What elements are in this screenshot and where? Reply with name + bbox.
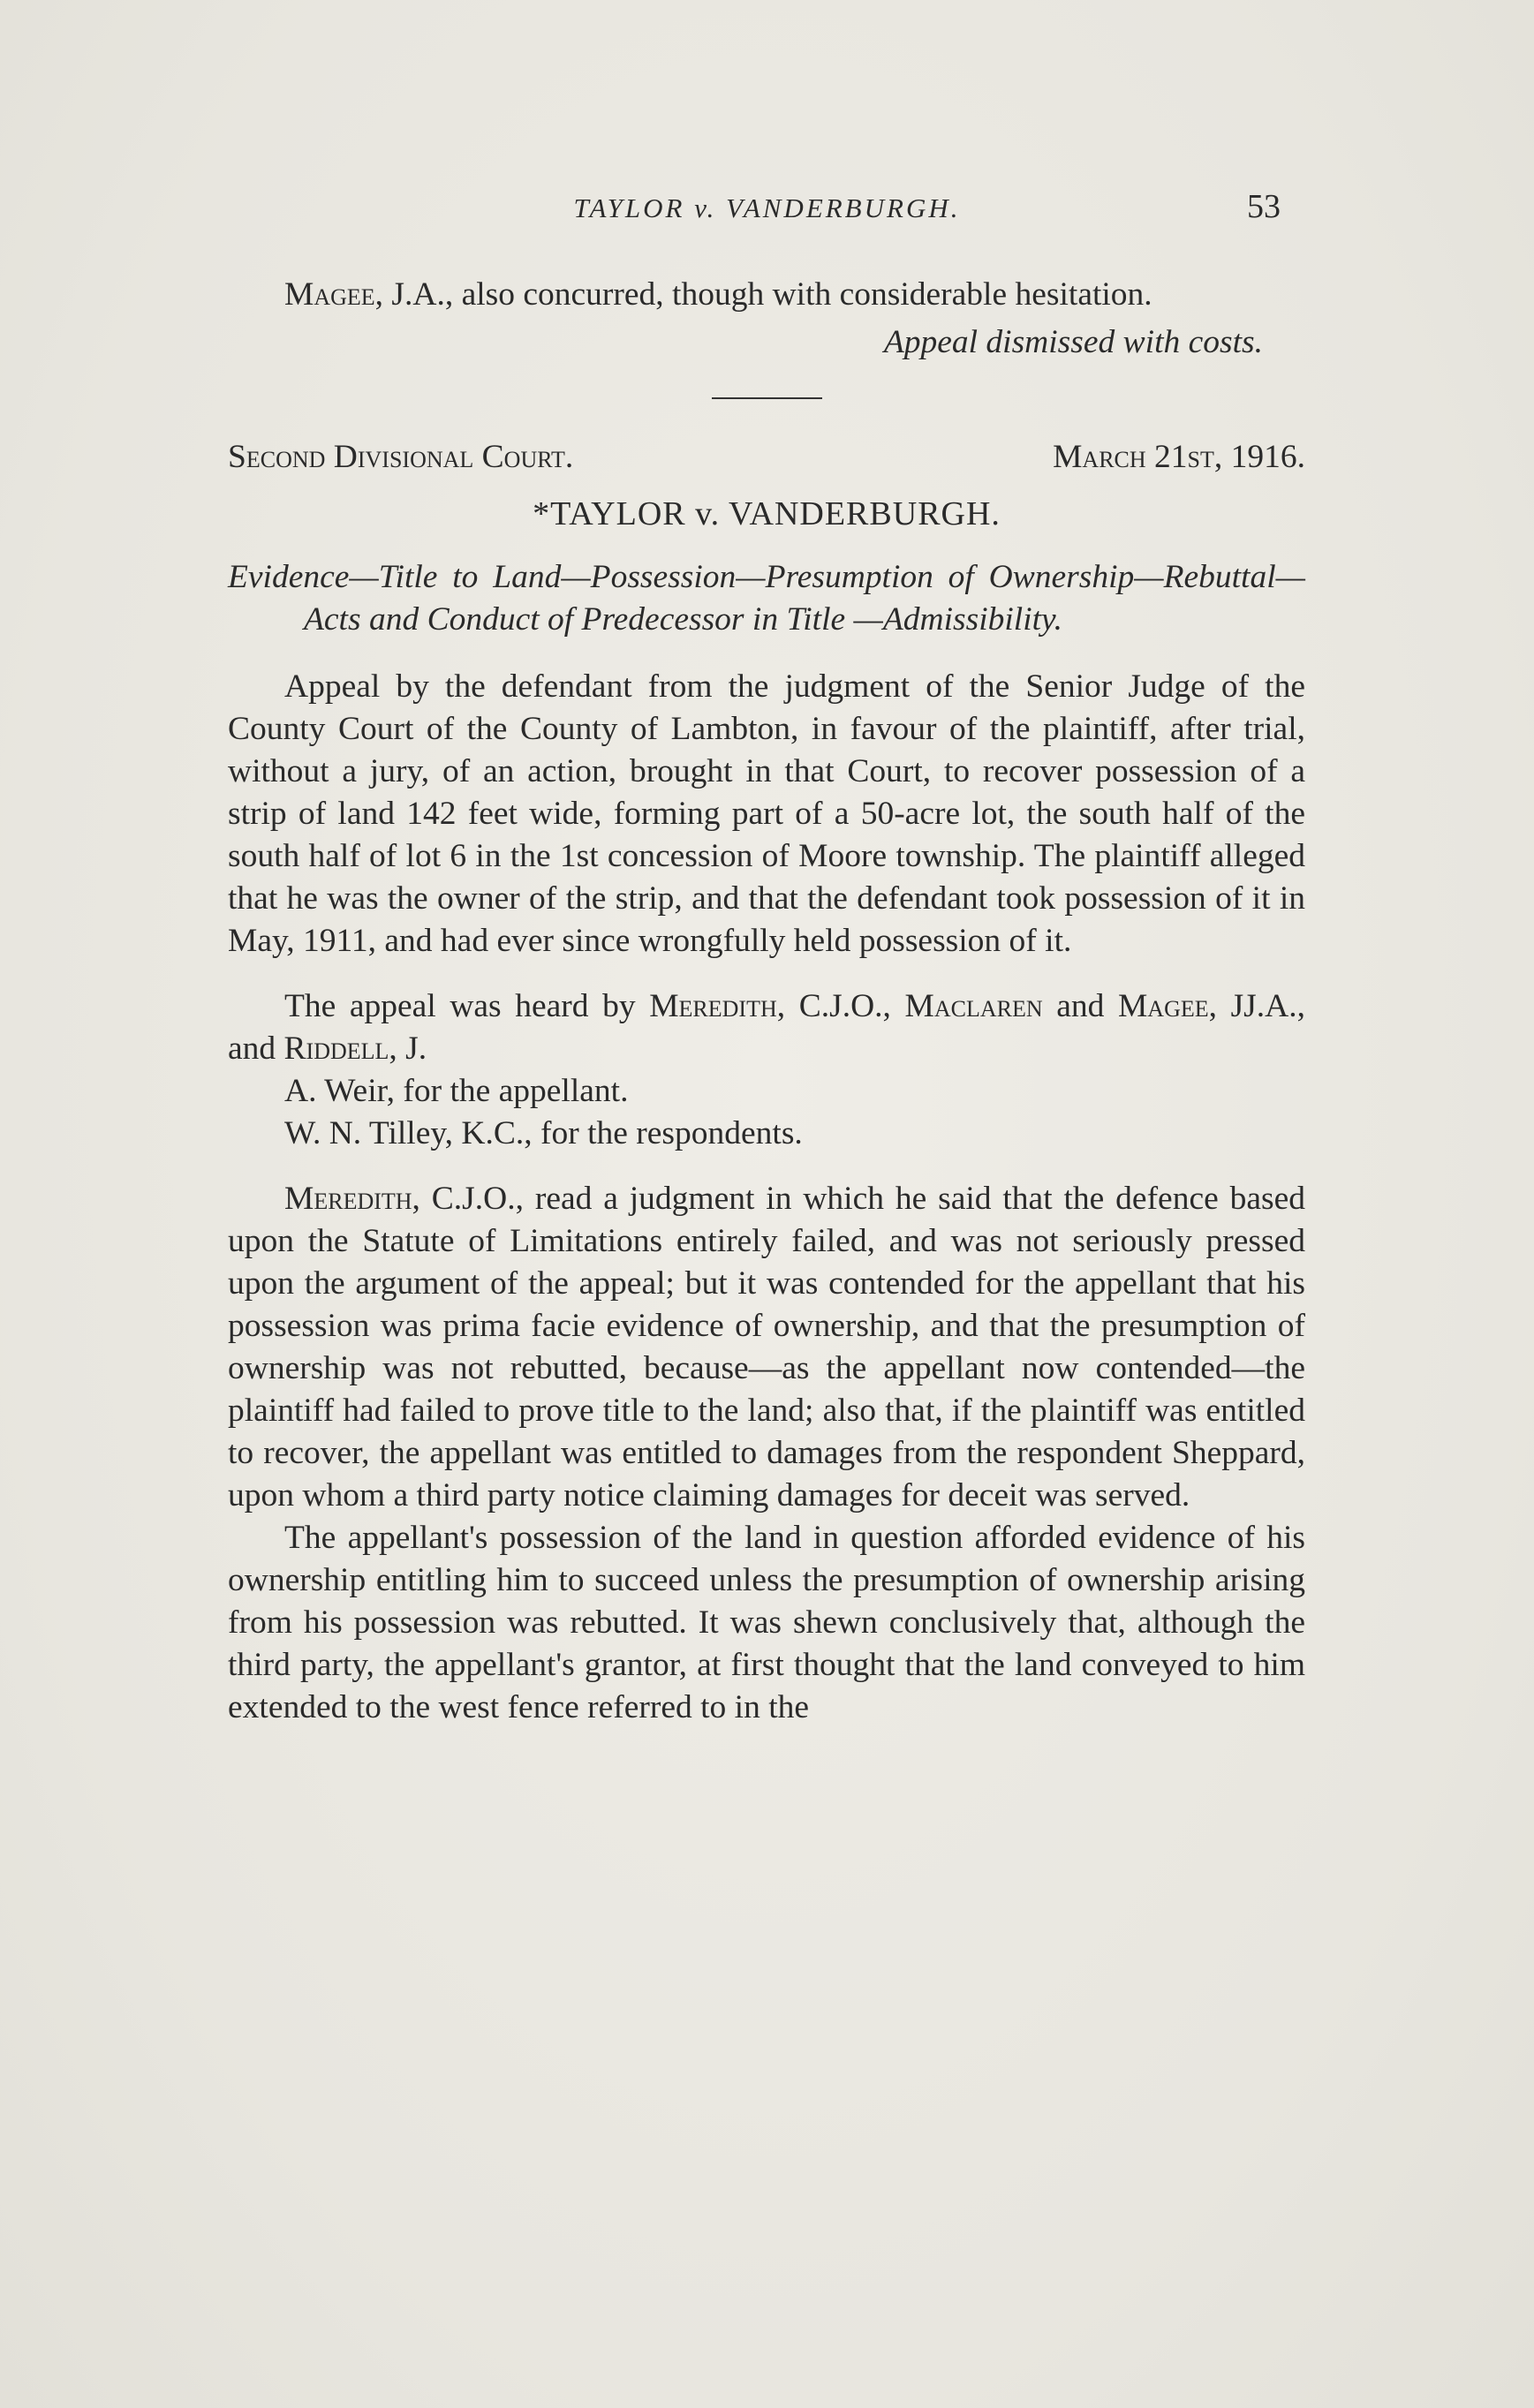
- section-divider: [712, 397, 822, 399]
- headnote: Evidence—Title to Land—Possession—Presumption of Ownership—Rebuttal—Acts and Conduct of Predecessor in Title —Admissibility.: [228, 559, 1305, 638]
- statement-paragraph: Appeal by the defendant from the judgment of the Senior Judge of the County Court of the County of Lambton, in favour of the plaintiff, after trial, without a jury, of an action, brought in that Court, to recover possession of a strip of land 142 feet wide, forming part of a 50-acre lot, the south half of the south half of lot 6 in the 1st concession of Moore township. The plaintiff alleged that he was the owner of the strip, and that the defendant took possession of it in May, 1911, and had ever since wrongfully held possession of it.: [228, 668, 1305, 959]
- concurrence-text: , J.A., also concurred, though with considerable hesitation.: [374, 276, 1152, 313]
- page-header: [0, 187, 1534, 240]
- court-name: Second Divisional Court.: [228, 439, 574, 475]
- judgment-paragraph-2: The appellant's possession of the land in question afforded evidence of his ownership entitling him to succeed unless the presumption of ownership arising from his possession was rebutted. It was shewn conclusively that, although the third party, the appellant's grantor, at first thought that the land conveyed to him extended to the west fence referred to in the: [228, 1520, 1305, 1725]
- heard-paragraph: [228, 985, 1305, 1070]
- judge-name: Magee: [284, 276, 375, 313]
- case-title: *TAYLOR v. VANDERBURGH.: [533, 495, 1001, 532]
- heard-text: , J.: [389, 1030, 427, 1067]
- court-date-line: [228, 436, 1305, 479]
- judge-name: Magee: [1117, 988, 1209, 1024]
- heard-text: , JJ.A., and: [228, 988, 1305, 1067]
- running-head: TAYLOR v. VANDERBURGH.: [573, 192, 961, 223]
- heard-text: The appeal was heard by: [284, 988, 650, 1024]
- judgment-paragraph: [228, 1178, 1305, 1517]
- decision-date: March 21st, 1916.: [1053, 439, 1305, 475]
- page-body: [228, 274, 1305, 1729]
- heard-text: , C.J.O.,: [776, 988, 905, 1024]
- judge-name: Meredith: [284, 1181, 412, 1217]
- disposition: Appeal dismissed with costs.: [883, 324, 1263, 360]
- heard-text: and: [1042, 988, 1118, 1024]
- judge-name: Meredith: [649, 988, 777, 1024]
- judge-name: Riddell: [283, 1030, 389, 1067]
- judgment-text: , C.J.O., read a judgment in which he said that the defence based upon the Statute of Limitations entirely failed, and was not seriously pressed upon the argument of the appeal; but it was contended for the appellant that his possession was prima facie evidence of ownership, and that the presumption of ownership was not rebutted, because—as the appellant now contended—the plaintiff had failed to prove title to the land; also that, if the plaintiff was entitled to recover, the appellant was entitled to damages from the respondent Sheppard, upon whom a third party notice claiming damages for deceit was served.: [228, 1181, 1305, 1513]
- page-number: 53: [1247, 188, 1281, 225]
- judge-name: Maclaren: [904, 988, 1043, 1024]
- counsel-respondents: W. N. Tilley, K.C., for the respondents.: [284, 1115, 803, 1151]
- counsel-appellant: A. Weir, for the appellant.: [284, 1073, 629, 1109]
- concurrence-paragraph: [228, 274, 1305, 316]
